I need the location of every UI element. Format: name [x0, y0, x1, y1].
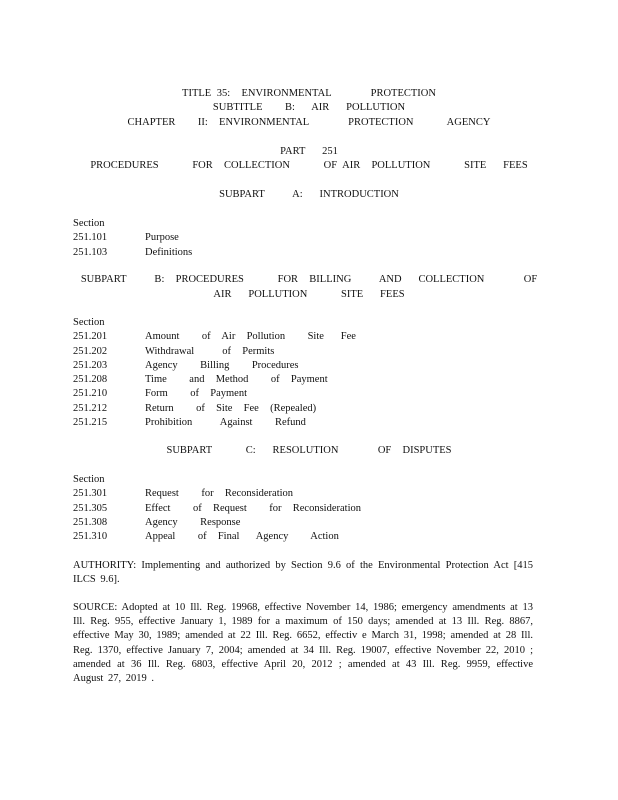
section-label: Section	[73, 317, 105, 328]
section-number: 251.308	[73, 516, 108, 528]
list-item	[73, 487, 361, 501]
section-label: Section	[73, 218, 105, 229]
section-number: 251.210	[73, 388, 108, 400]
subtitle-line: SUBTITLE B: AIR POLLUTION	[212, 102, 406, 113]
section-number: 251.310	[73, 531, 108, 543]
section-number: 251.215	[73, 417, 108, 429]
list-item	[73, 387, 356, 401]
section-number: 251.212	[73, 402, 108, 414]
section-title: Withdrawal of Permits	[145, 345, 275, 357]
section-number: 251.208	[73, 374, 108, 386]
section-title: Return of Site Fee (Repealed)	[145, 402, 317, 414]
title-line: TITLE 35: ENVIRONMENTAL PROTECTION	[182, 88, 436, 99]
subpart-b-heading-line2: AIR POLLUTION SITE FEES	[213, 289, 405, 300]
part-title: PROCEDURES FOR COLLECTION OF AIR POLLUTION SITE FEES	[90, 160, 528, 171]
list-item	[73, 246, 192, 260]
list-item	[73, 231, 192, 245]
section-title: Definitions	[145, 246, 193, 258]
source-paragraph: SOURCE: Adopted at 10 Ill. Reg. 19968, effective November 14, 1986; emergency amendments at 13 Ill. Reg. 955, effective January 1, 1989 for a maximum of 150 days; amended at 13 Ill. Reg. 8867, effective May 30, 1989; amended at 22 Ill. Reg. 6652, effectiv e March 31, 1998; amended at 28 Ill. Reg. 1370, effective January 7, 2004; amended at 34 Ill. Reg. 19007, effective November 22, 2010 ; amended at 36 Ill. Reg. 6803, effective April 20, 2012 ; amended at 43 Ill. Reg. 9959, effective August 27, 2019 .	[73, 602, 533, 685]
authority-paragraph: AUTHORITY: Implementing and authorized by Section 9.6 of the Environmental Protection Act [415 ILCS 9.6].	[73, 560, 533, 586]
list-item	[73, 402, 356, 416]
list-item	[73, 516, 361, 530]
section-number: 251.203	[73, 359, 108, 371]
section-title: Effect of Request for Reconsideration	[145, 502, 362, 514]
section-title: Amount of Air Pollution Site Fee	[145, 331, 356, 343]
part-number: PART 251	[280, 146, 338, 157]
subpart-b-heading-line1: SUBPART B: PROCEDURES FOR BILLING AND COLLECTION OF	[80, 274, 538, 285]
list-item	[73, 359, 356, 373]
section-title: Time and Method of Payment	[145, 374, 328, 386]
section-title: Agency Response	[145, 516, 241, 528]
section-number: 251.202	[73, 345, 108, 357]
subpart-a-heading: SUBPART A: INTRODUCTION	[219, 189, 399, 200]
subpart-b-section-list	[73, 316, 356, 430]
section-title: Appeal of Final Agency Action	[145, 531, 339, 543]
section-number: 251.305	[73, 502, 108, 514]
chapter-line: CHAPTER II: ENVIRONMENTAL PROTECTION AGENCY	[127, 117, 491, 128]
list-item	[73, 530, 361, 544]
list-item	[73, 502, 361, 516]
section-label: Section	[73, 474, 105, 485]
section-number: 251.103	[73, 246, 108, 258]
subpart-c-heading: SUBPART C: RESOLUTION OF DISPUTES	[166, 445, 452, 456]
section-number: 251.101	[73, 232, 108, 244]
section-title: Form of Payment	[145, 388, 247, 400]
list-item	[73, 345, 356, 359]
section-title: Purpose	[145, 232, 179, 244]
section-number: 251.301	[73, 488, 108, 500]
list-item	[73, 416, 356, 430]
section-number: 251.201	[73, 331, 108, 343]
list-item	[73, 330, 356, 344]
section-title: Prohibition Against Refund	[145, 417, 306, 429]
section-title: Request for Reconsideration	[145, 488, 294, 500]
section-title: Agency Billing Procedures	[145, 359, 299, 371]
subpart-a-section-list	[73, 217, 192, 260]
list-item	[73, 373, 356, 387]
subpart-c-section-list	[73, 473, 361, 544]
